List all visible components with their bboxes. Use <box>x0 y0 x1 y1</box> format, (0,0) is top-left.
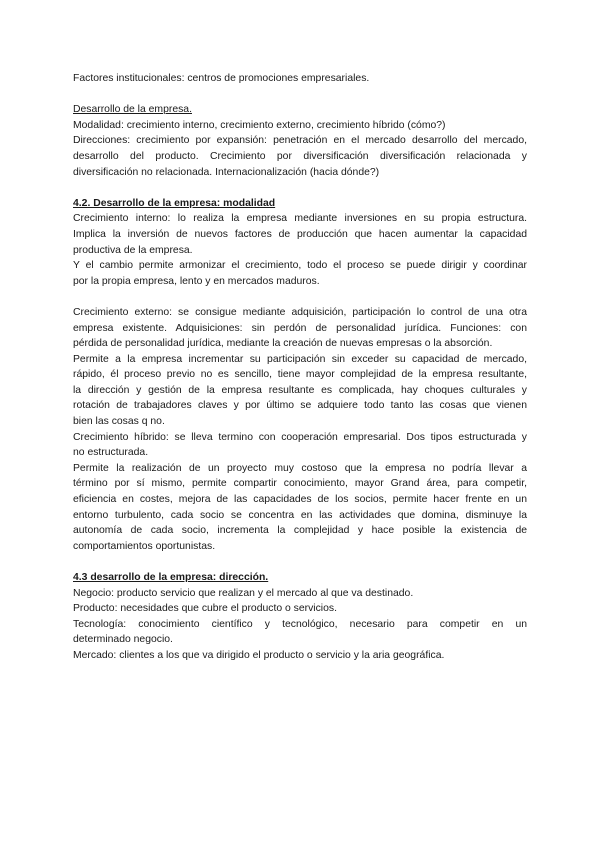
producto-paragraph: Producto: necesidades que cubre el producto o servicios. <box>73 603 337 615</box>
text-line: entorno turbulento, cada socio se concentra en las actividades que domina, disminuye la <box>73 509 527 521</box>
permite-incrementar-paragraph <box>73 352 527 430</box>
text-line: comportamientos oportunistas. <box>73 540 216 552</box>
text-line: Implica la inversión de nuevos factores de producción que hacen aumentar la capacidad <box>73 228 527 240</box>
text-line: productiva de la empresa. <box>73 244 193 256</box>
direcciones-paragraph <box>73 133 527 180</box>
text-line: Permite la realización de un proyecto muy costoso que la empresa no podría llevar a <box>73 462 527 474</box>
crecimiento-externo-paragraph <box>73 305 527 352</box>
text-line: la dirección y gestión de la empresa resultante es complicada, hay choques culturales y <box>73 384 527 396</box>
permite-proyecto-paragraph <box>73 461 527 555</box>
document-page <box>73 71 527 664</box>
section-4-2-heading: 4.2. Desarrollo de la empresa: modalidad <box>73 197 276 209</box>
text-line: Tecnología: conocimiento científico y tecnológico, necesario para competir en un <box>73 618 527 630</box>
negocio-paragraph: Negocio: producto servicio que realizan y el mercado al que va destinado. <box>73 587 414 599</box>
mercado-paragraph: Mercado: clientes a los que va dirigido el producto o servicio y la aria geográfica. <box>73 649 445 661</box>
spacer <box>73 554 527 570</box>
text-line: determinado negocio. <box>73 634 173 646</box>
text-line: Y el cambio permite armonizar el crecimiento, todo el proceso se puede dirigir y coordinar <box>73 260 527 272</box>
text-line: bien las cosas q no. <box>73 416 165 428</box>
spacer <box>73 180 527 196</box>
text-line: no estructurada. <box>73 447 149 459</box>
text-line: desarrollo del producto. Crecimiento por diversificación diversificación relacionada y <box>73 150 527 162</box>
cambio-paragraph <box>73 258 527 289</box>
section-4-3-heading: 4.3 desarrollo de la empresa: dirección. <box>73 572 269 583</box>
text-line: empresa existente. Adquisiciones: sin perdón de personalidad jurídica. Funciones: con <box>73 322 527 334</box>
factores-paragraph: Factores institucionales: centros de promociones empresariales. <box>73 73 370 84</box>
text-line: Crecimiento externo: se consigue mediante adquisición, participación lo control de una otra <box>73 306 527 318</box>
text-line: rápido, él proceso previo no es sencillo, tiene mayor complejidad de la empresa resultante, <box>73 369 527 381</box>
modalidad-paragraph: Modalidad: crecimiento interno, crecimiento externo, crecimiento híbrido (cómo?) <box>73 119 446 131</box>
text-line: Permite a la empresa incrementar su participación sin exceder su capacidad de mercado, <box>73 353 527 365</box>
text-line: eficiencia en costes, mejora de las capacidades de los socios, permite hacer frente en un <box>73 494 527 506</box>
crecimiento-interno-paragraph <box>73 211 527 258</box>
text-line: diversificación no relacionada. Internacionalización (hacia dónde?) <box>73 166 380 178</box>
text-line: por la propia empresa, lento y en mercados maduros. <box>73 275 320 287</box>
spacer <box>73 289 527 305</box>
text-line: término por sí mismo, permite compartir conocimiento, mayor Grand área, para competir, <box>73 478 527 490</box>
text-line: rotación de trabajadores claves y por último se adquiere todo tanto las cosas que vienen <box>73 400 527 412</box>
tecnologia-paragraph <box>73 617 527 648</box>
crecimiento-hibrido-paragraph <box>73 430 527 461</box>
text-line: Crecimiento interno: lo realiza la empresa mediante inversiones en su propia estructura. <box>73 213 527 225</box>
desarrollo-title: Desarrollo de la empresa. <box>73 104 192 116</box>
text-line: autonomía de cada socio, incrementa la complejidad y hace posible la existencia de <box>73 525 527 537</box>
text-line: pérdida de personalidad jurídica, mediante la creación de nuevas empresas o la absorción. <box>73 338 493 350</box>
spacer <box>73 87 527 103</box>
text-line: Direcciones: crecimiento por expansión: penetración en el mercado desarrollo del mercado, <box>73 135 527 147</box>
text-line: Crecimiento híbrido: se lleva termino con cooperación empresarial. Dos tipos estructurada y <box>73 431 527 443</box>
